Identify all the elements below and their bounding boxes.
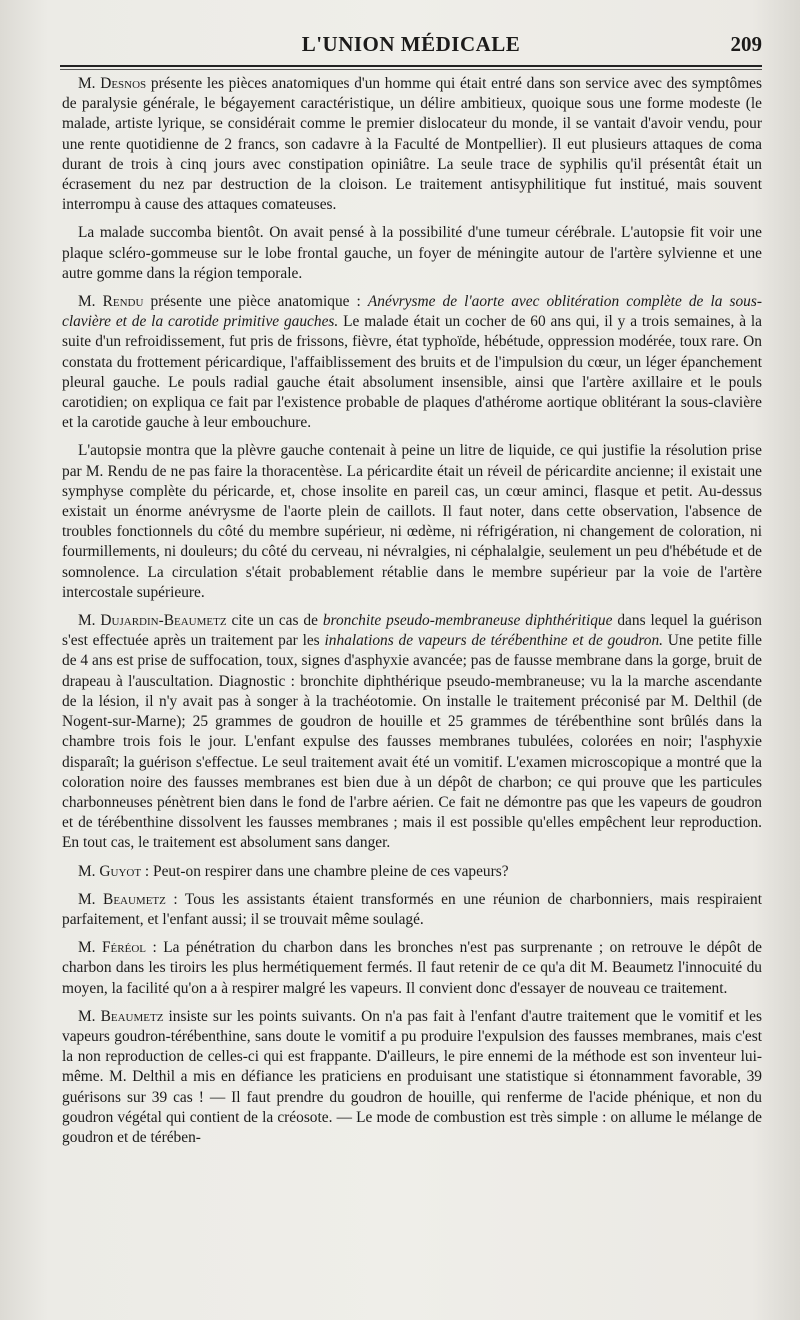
speaker-name: M. Beaumetz	[78, 890, 166, 908]
paragraph-beaumetz-2	[62, 1007, 762, 1148]
article-body	[62, 74, 762, 1156]
paragraph-rendu	[62, 292, 762, 433]
paragraph-fereol	[62, 938, 762, 999]
paragraph-text: cite un cas de	[226, 612, 323, 630]
paragraph-text: : La pénétration du charbon dans les bronches n'est pas surprenante ; on retrouve le dépôt de charbon dans les tiroirs les plus hermétiquement fermés. Il faut retenir de ce qu'a dit M. Beaumetz l'innocuité du moyen, la facilité qu'on a à respirer malgré les vapeurs. Il convient donc d'essayer de nouveau ce traitement.	[62, 939, 762, 997]
paragraph-text: Le malade était un cocher de 60 ans qui, il y a trois semaines, à la suite d'un refroidissement, fut pris de frissons, fièvre, état typhoïde, hébétude, oppression modérée, toux rare. On constata du frottement péricardique, l'affaiblissement des bruits et de l'impulsion du cœur, un léger épanchement pleural gauche. Le pouls radial gauche était absolument insensible, ainsi que l'artère axillaire et le pouls carotidien; on expliqua ce fait par l'existence probable de plaques d'athérome aortique oblitérant la sous-clavière et la carotide gauche à leur embouchure.	[62, 313, 762, 432]
paragraph-text: Une petite fille de 4 ans est prise de suffocation, toux, signes d'asphyxie avancée; pas de fausse membrane dans la gorge, bruit de drapeau à l'auscultation. Diagnostic : bronchite diphthérique pseudo-membraneuse; vu la la marche ascendante de la lésion, il n'y avait pas à songer à la trachéotomie. On installe le traitement préconisé par M. Delthil (de Nogent-sur-Marne); 25 grammes de goudron de houille et 25 grammes de térébenthine sont brûlés dans la chambre trois fois le jour. L'enfant expulse des fausses membranes tubulées, colorées en noir; l'asphyxie disparaît; la guérison s'effectue. Le seul traitement avait été un vomitif. L'examen microscopique a montré que la coloration noire des fausses membranes est bien due à un dépôt de charbon; ce qui prouve que les particules charbonneuses pénètrent bien dans le fond de l'arbre aérien. Ce fait ne démontre pas que les vapeurs de goudron et de térébenthine dissolvent les fausses membranes ; mais il est possible qu'elles empêchent leur reproduction. En tout cas, le traitement est absolument sans danger.	[62, 632, 762, 852]
speaker-name: M. Dujardin-Beaumetz	[78, 612, 227, 630]
paragraph-beaumetz-1	[62, 890, 762, 930]
paragraph-text: insiste sur les points suivants. On n'a pas fait à l'enfant d'autre traitement que le vomitif et les vapeurs goudron-térébenthine, sans doute le vomitif a pu produire l'expulsion des fausses membranes, mais c'est la non reproduction de celles-ci qui est frappante. D'ailleurs, le pire ennemi de la méthode est son inventeur lui-même. M. Delthil a mis en défiance les praticiens en produisant une statistique si étonnamment favorable, 39 guérisons sur 39 cas ! — Il faut prendre du goudron de houille, qui renferme de l'acide phénique, et non du goudron végétal qui contient de la créosote. — Le mode de combustion est très simple : on allume le mélange de goudron et de térében-	[62, 1007, 762, 1146]
speaker-name: M. Beaumetz	[78, 1007, 164, 1025]
paragraph-text: présente une pièce anatomique :	[143, 293, 368, 311]
paragraph-text: présente les pièces anatomiques d'un homme qui était entré dans son service avec des symptômes de paralysie générale, le bégayement caractéristique, un délire ambitieux, quoique sous une forme modeste (le malade, artiste lyrique, se considérait comme le premier dislocateur du monde, il se vantait d'avoir vendu, pour une rente quotidienne de 2 francs, son cadavre à la Faculté de Montpellier). Il eut plusieurs attaques de coma durant de trois à cinq jours avec constipation opiniâtre. La seule trace de syphilis qu'il présentât était un écrasement du nez par destruction de la cloison. Le traitement antisyphilitique fut institué, mais souvent interrompu à cause des attaques comateuses.	[62, 75, 762, 214]
case-title: bronchite pseudo-membraneuse diphthéritique	[322, 612, 613, 630]
header-rule-thin	[60, 69, 762, 70]
paragraph-text: : Tous les assistants étaient transformés en une réunion de charbonniers, mais respiraient parfaitement, et l'enfant aussi; il se trouvait même soulagé.	[62, 890, 762, 928]
paragraph-autopsy-2	[62, 441, 762, 603]
speaker-name: M. Guyot	[78, 862, 142, 880]
speaker-name: M. Rendu	[78, 293, 144, 311]
header-rule	[60, 65, 762, 67]
paragraph-dujardin-beaumetz	[62, 611, 762, 853]
speaker-name: M. Desnos	[78, 75, 147, 92]
page-header	[60, 28, 762, 64]
paragraph-desnos	[62, 74, 762, 215]
running-title: L'UNION MÉDICALE	[301, 32, 521, 56]
speaker-name: M. Féréol	[78, 939, 146, 957]
page-number: 209	[730, 32, 762, 56]
case-title: Anévrysme de l'aorte avec oblitération complète de la sous-clavière et de la carotide primitive gauches.	[62, 293, 762, 331]
paragraph-text: dans lequel la guérison s'est effectuée après un traitement par les	[62, 612, 762, 650]
paragraph-autopsy-1	[62, 223, 762, 284]
paragraph-text: La malade succomba bientôt. On avait pensé à la possibilité d'une tumeur cérébrale. L'autopsie fit voir une plaque scléro-gommeuse sur le lobe frontal gauche, un foyer de méningite autour de l'artère sylvienne et une autre gomme dans la région temporale.	[62, 224, 762, 282]
treatment-title: inhalations de vapeurs de térébenthine et de goudron.	[324, 632, 664, 650]
paragraph-text: L'autopsie montra que la plèvre gauche contenait à peine un litre de liquide, ce qui justifie la résolution prise par M. Rendu de ne pas faire la thoracentèse. La péricardite était un réveil de péricardite ancienne; il existait une symphyse complète du péricarde, et, chose insolite en pareil cas, un cœur aminci, flasque et petit. Au-dessus existait un énorme anévrysme de l'aorte plein de caillots. Il faut noter, dans cette observation, l'absence de troubles fonctionnels du côté du membre supérieur, ni œdème, ni réfrigération, ni changement de coloration, ni fourmillements, ni douleurs; du côté du cerveau, ni névralgies, ni céphalalgie, seulement un peu d'hébétude et de somnolence. La circulation s'était probablement rétablie dans le membre supérieur par la voie de l'artère intercostale supérieure.	[62, 442, 762, 601]
paragraph-guyot	[62, 862, 762, 882]
paragraph-text: : Peut-on respirer dans une chambre pleine de ces vapeurs?	[141, 862, 509, 880]
